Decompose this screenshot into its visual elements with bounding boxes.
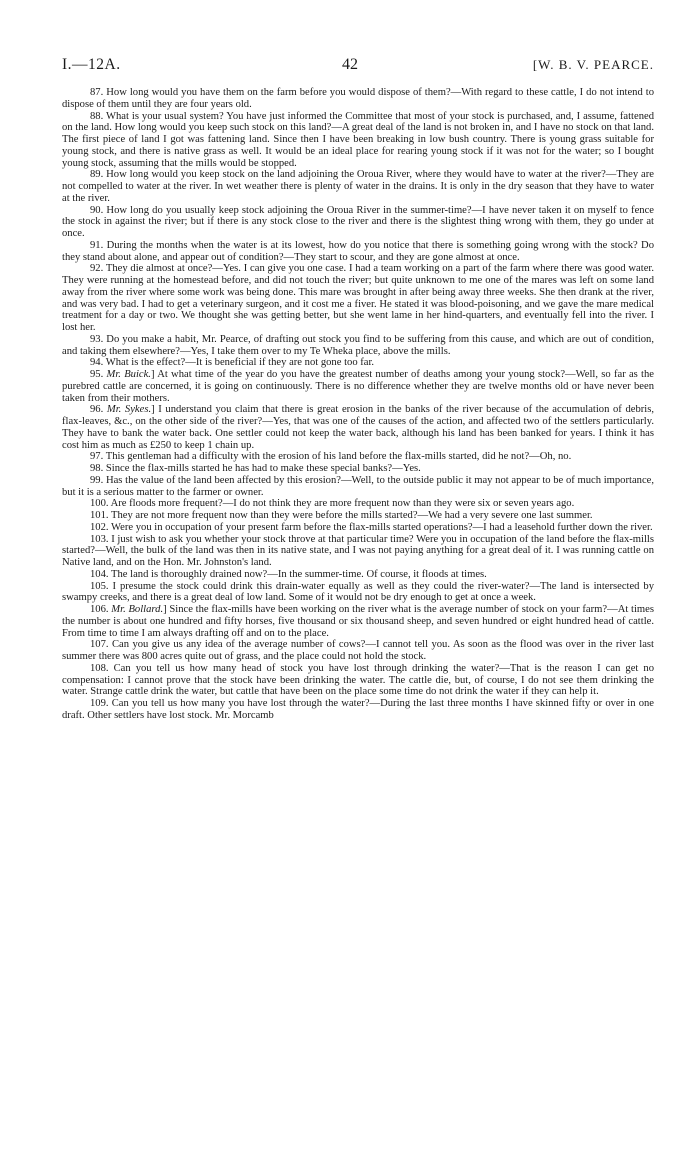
question-answer-text: How long would you keep stock on the land adjoining the Oroua River, where they would have to water at the river?—They are not compelled to water at the river. In wet weather there is plenty of water in the drains. It is only in the dry season that they have to water at the river.: [62, 169, 654, 204]
question-answer-text: At what time of the year do you have the greatest number of deaths among your young stock?—Well, so far as the purebred cattle are concerned, it is going on continuously. There is no difference whether they are twelve months old or have never been taken from their mothers.: [62, 369, 655, 404]
evidence-body: [62, 87, 654, 722]
question-paragraph: 96. Mr. Sykes.] I understand you claim that there is great erosion in the banks of the river because of the accumulation of debris, flax-leaves, &c., on the other side of the river?—Yes, that was one of the causes of the action, and affected two of the settlers particularly. They have to bank the water back. One settler could not keep the water back, although his land has been banked for years. I think it has cost him as much as £250 to keep 1 chain up.: [62, 404, 654, 451]
question-number: 90.: [90, 204, 104, 216]
question-answer-text: How long would you have them on the farm before you would dispose of them?—With regard to these cattle, I do not intend to dispose of them until they are four years old.: [62, 87, 654, 110]
question-number: 92.: [90, 263, 104, 275]
question-answer-text: What is the effect?—It is beneficial if they are not gone too far.: [105, 357, 375, 369]
question-number: 88.: [90, 110, 104, 122]
question-answer-text: Has the value of the land been affected by this erosion?—Well, to the outside public it may not appear to be of much importance, but it is a serious matter to the farmer or owner.: [62, 474, 654, 498]
question-answer-text: I understand you claim that there is great erosion in the banks of the river because of the accumulation of debris, flax-leaves, &c., on the other side of the river?—Yes, that was one of the causes of the action, and affected two of the settlers particularly. They have to bank the water back. One settler could not keep the water back, although his land has been banked for years. I think it has cost him as much as £250 to keep 1 chain up.: [62, 404, 654, 451]
question-paragraph: [62, 475, 654, 499]
question-paragraph: [62, 639, 654, 663]
question-answer-text: Can you tell us how many you have lost through the water?—During the last three months I have skinned fifty or over in one draft. Other settlers have lost stock. Mr. Morcamb: [62, 698, 655, 721]
question-paragraph: [62, 451, 654, 463]
question-number: 96.: [90, 404, 104, 416]
question-paragraph: 106. Mr. Bollard.] Since the flax-mills have been working on the river what is the average number of stock on your farm?—At times the number is about one hundred and fifty horses, five thousand or six thousand sheep, and seven hundred or eight hundred head of cattle. From time to time I am always drafting off and on to the place.: [62, 604, 654, 639]
question-answer-text: Can you tell us how many head of stock you have lost through drinking the water?—That is the reason I can get no compensation: I cannot prove that the stock have been drinking the water. The cattle die, but, of course, I do not see them drinking the water. Strange cattle drink the water, but cattle that have been on the place some time do not drink the water if they can help it.: [62, 662, 654, 698]
question-paragraph: [62, 87, 654, 111]
question-answer-text: The land is thoroughly drained now?—In the summer-time. Of course, it floods at times.: [111, 568, 487, 580]
question-paragraph: [62, 169, 654, 204]
question-answer-text: Are floods more frequent?—I do not think they are more frequent now than they were six or seven years ago.: [110, 498, 575, 510]
speaker-name: Mr. Bollard.: [111, 604, 164, 615]
question-number: 106.: [90, 604, 109, 615]
question-paragraph: [62, 534, 654, 569]
question-paragraph: [62, 240, 654, 264]
question-paragraph: [62, 663, 654, 698]
question-answer-text: Can you give us any idea of the average number of cows?—I cannot tell you. As soon as the flood was over in the river last summer there was 800 acres quite out of grass, and the place could not hold the stock.: [62, 639, 655, 662]
paper-reference: I.—12A.: [62, 56, 121, 73]
question-answer-text: Were you in occupation of your present farm before the flax-mills started operations?—I had a leasehold further down the river.: [111, 521, 653, 533]
page-number: 42: [342, 56, 358, 73]
question-answer-text: During the months when the water is at its lowest, how do you notice that there is something going wrong with the stock? Do they stand about alone, and appear out of condition?—They start to scour, and they are gone almost at once.: [62, 239, 655, 263]
question-number: 103.: [90, 533, 109, 545]
question-paragraph: 95. Mr. Buick.] At what time of the year do you have the greatest number of deaths among your young stock?—Well, so far as the purebred cattle are concerned, it is going on continuously. There is no difference whether they are twelve months old or have never been taken from their mothers.: [62, 369, 655, 404]
question-paragraph: [62, 569, 654, 581]
question-number: 109.: [90, 698, 109, 709]
question-number: 91.: [90, 239, 104, 251]
page-header: [62, 56, 654, 74]
question-paragraph: [62, 111, 654, 170]
witness-name: [W. B. V. PEARCE.: [532, 57, 654, 72]
question-paragraph: [62, 334, 654, 358]
speaker-name: Mr. Sykes.: [106, 404, 152, 416]
question-answer-text: Do you make a habit, Mr. Pearce, of drafting out stock you find to be suffering from this cause, and which are out of condition, and taking them elsewhere?—Yes, I take them over to my Te Wheka place, above the mills.: [62, 333, 655, 357]
question-answer-text: They die almost at once?—Yes. I can give you one case. I had a team working on a part of the farm where there was good water. They were running at the homestead before, and did not touch the river; but quite unknown to me one of the mares was left on some land away from the river where some work was being done. This mare was brought in after being away three weeks. She then drank at the river, and was very bad. I had to get a veterinary surgeon, and it cost me a fiver. He stated it was blood-poisoning, and we gave the mare medical treatment for a day or two. We thought she was getting better, but she went lame in her hind-quarters, and eventually fell into the river. I lost her.: [62, 263, 654, 333]
question-answer-text: This gentleman had a difficulty with the erosion of his land before the flax-mills started, did he not?—Oh, no.: [105, 451, 572, 463]
question-number: 98.: [90, 463, 104, 474]
question-number: 95.: [90, 369, 104, 380]
question-number: 89.: [90, 169, 104, 181]
question-number: 93.: [90, 333, 104, 345]
question-paragraph: [62, 263, 654, 334]
question-number: 108.: [90, 662, 109, 674]
question-number: 99.: [90, 474, 104, 486]
question-number: 101.: [90, 510, 109, 521]
question-answer-text: How long do you usually keep stock adjoining the Oroua River in the summer-time?—I have never taken it on myself to fence the stock in against the river; but if there is any stock close to the river and there is the slightest thing wrong with them, they go under at once.: [62, 204, 654, 239]
question-number: 102.: [90, 521, 109, 533]
speaker-name: Mr. Buick.: [106, 369, 151, 380]
question-paragraph: [62, 205, 654, 240]
question-number: 105.: [90, 580, 109, 592]
question-number: 104.: [90, 568, 109, 580]
question-paragraph: [62, 698, 654, 722]
question-answer-text: They are not more frequent now than they were before the mills started?—We had a very severe one last summer.: [111, 510, 593, 521]
question-number: 97.: [90, 451, 104, 463]
question-answer-text: Since the flax-mills started he has had to make these special banks?—Yes.: [105, 463, 421, 474]
question-answer-text: Since the flax-mills have been working on the river what is the average number of stock on your farm?—At times the number is about one hundred and fifty horses, five thousand or six thousand sheep, and seven hundred or eight hundred head of cattle. From time to time I am always drafting off and on to the place.: [62, 604, 654, 639]
question-answer-text: I presume the stock could drink this drain-water equally as well as they could the river-water?—The land is intersected by swampy creeks, and there is a great deal of low land. Some of it would not be dry enough to get at once a week.: [62, 580, 654, 604]
question-paragraph: [62, 522, 654, 534]
question-paragraph: [62, 510, 654, 522]
question-paragraph: [62, 463, 654, 475]
question-answer-text: I just wish to ask you whether your stock throve at that particular time? Were you in occupation of the land before the flax-mills started?—Well, the bulk of the land was then in its native state, and I was not paying anything for a great deal of it. I was running cattle on Native land, and on the Hon. Mr. Johnston's land.: [62, 533, 654, 568]
question-number: 107.: [90, 639, 109, 651]
question-paragraph: [62, 498, 654, 510]
question-number: 94.: [90, 357, 104, 369]
question-number: 87.: [90, 87, 104, 98]
question-number: 100.: [90, 498, 109, 510]
question-paragraph: [62, 581, 654, 605]
question-answer-text: What is your usual system? You have just informed the Committee that most of your stock is purchased, and, I assume, fattened on the land. How long would you keep such stock on this land?—A great deal of the land is not broken in, and I have no stock on that land. The first piece of land I got was fattening land. Since then I have been breaking in low bush country. There is young grass suitable for young stock, and there is native grass as well. It would be an ideal place for rearing young stock if it was not for the water; so I bought young stock, assuming that the mills would be stopped.: [62, 110, 654, 169]
question-paragraph: [62, 357, 654, 369]
